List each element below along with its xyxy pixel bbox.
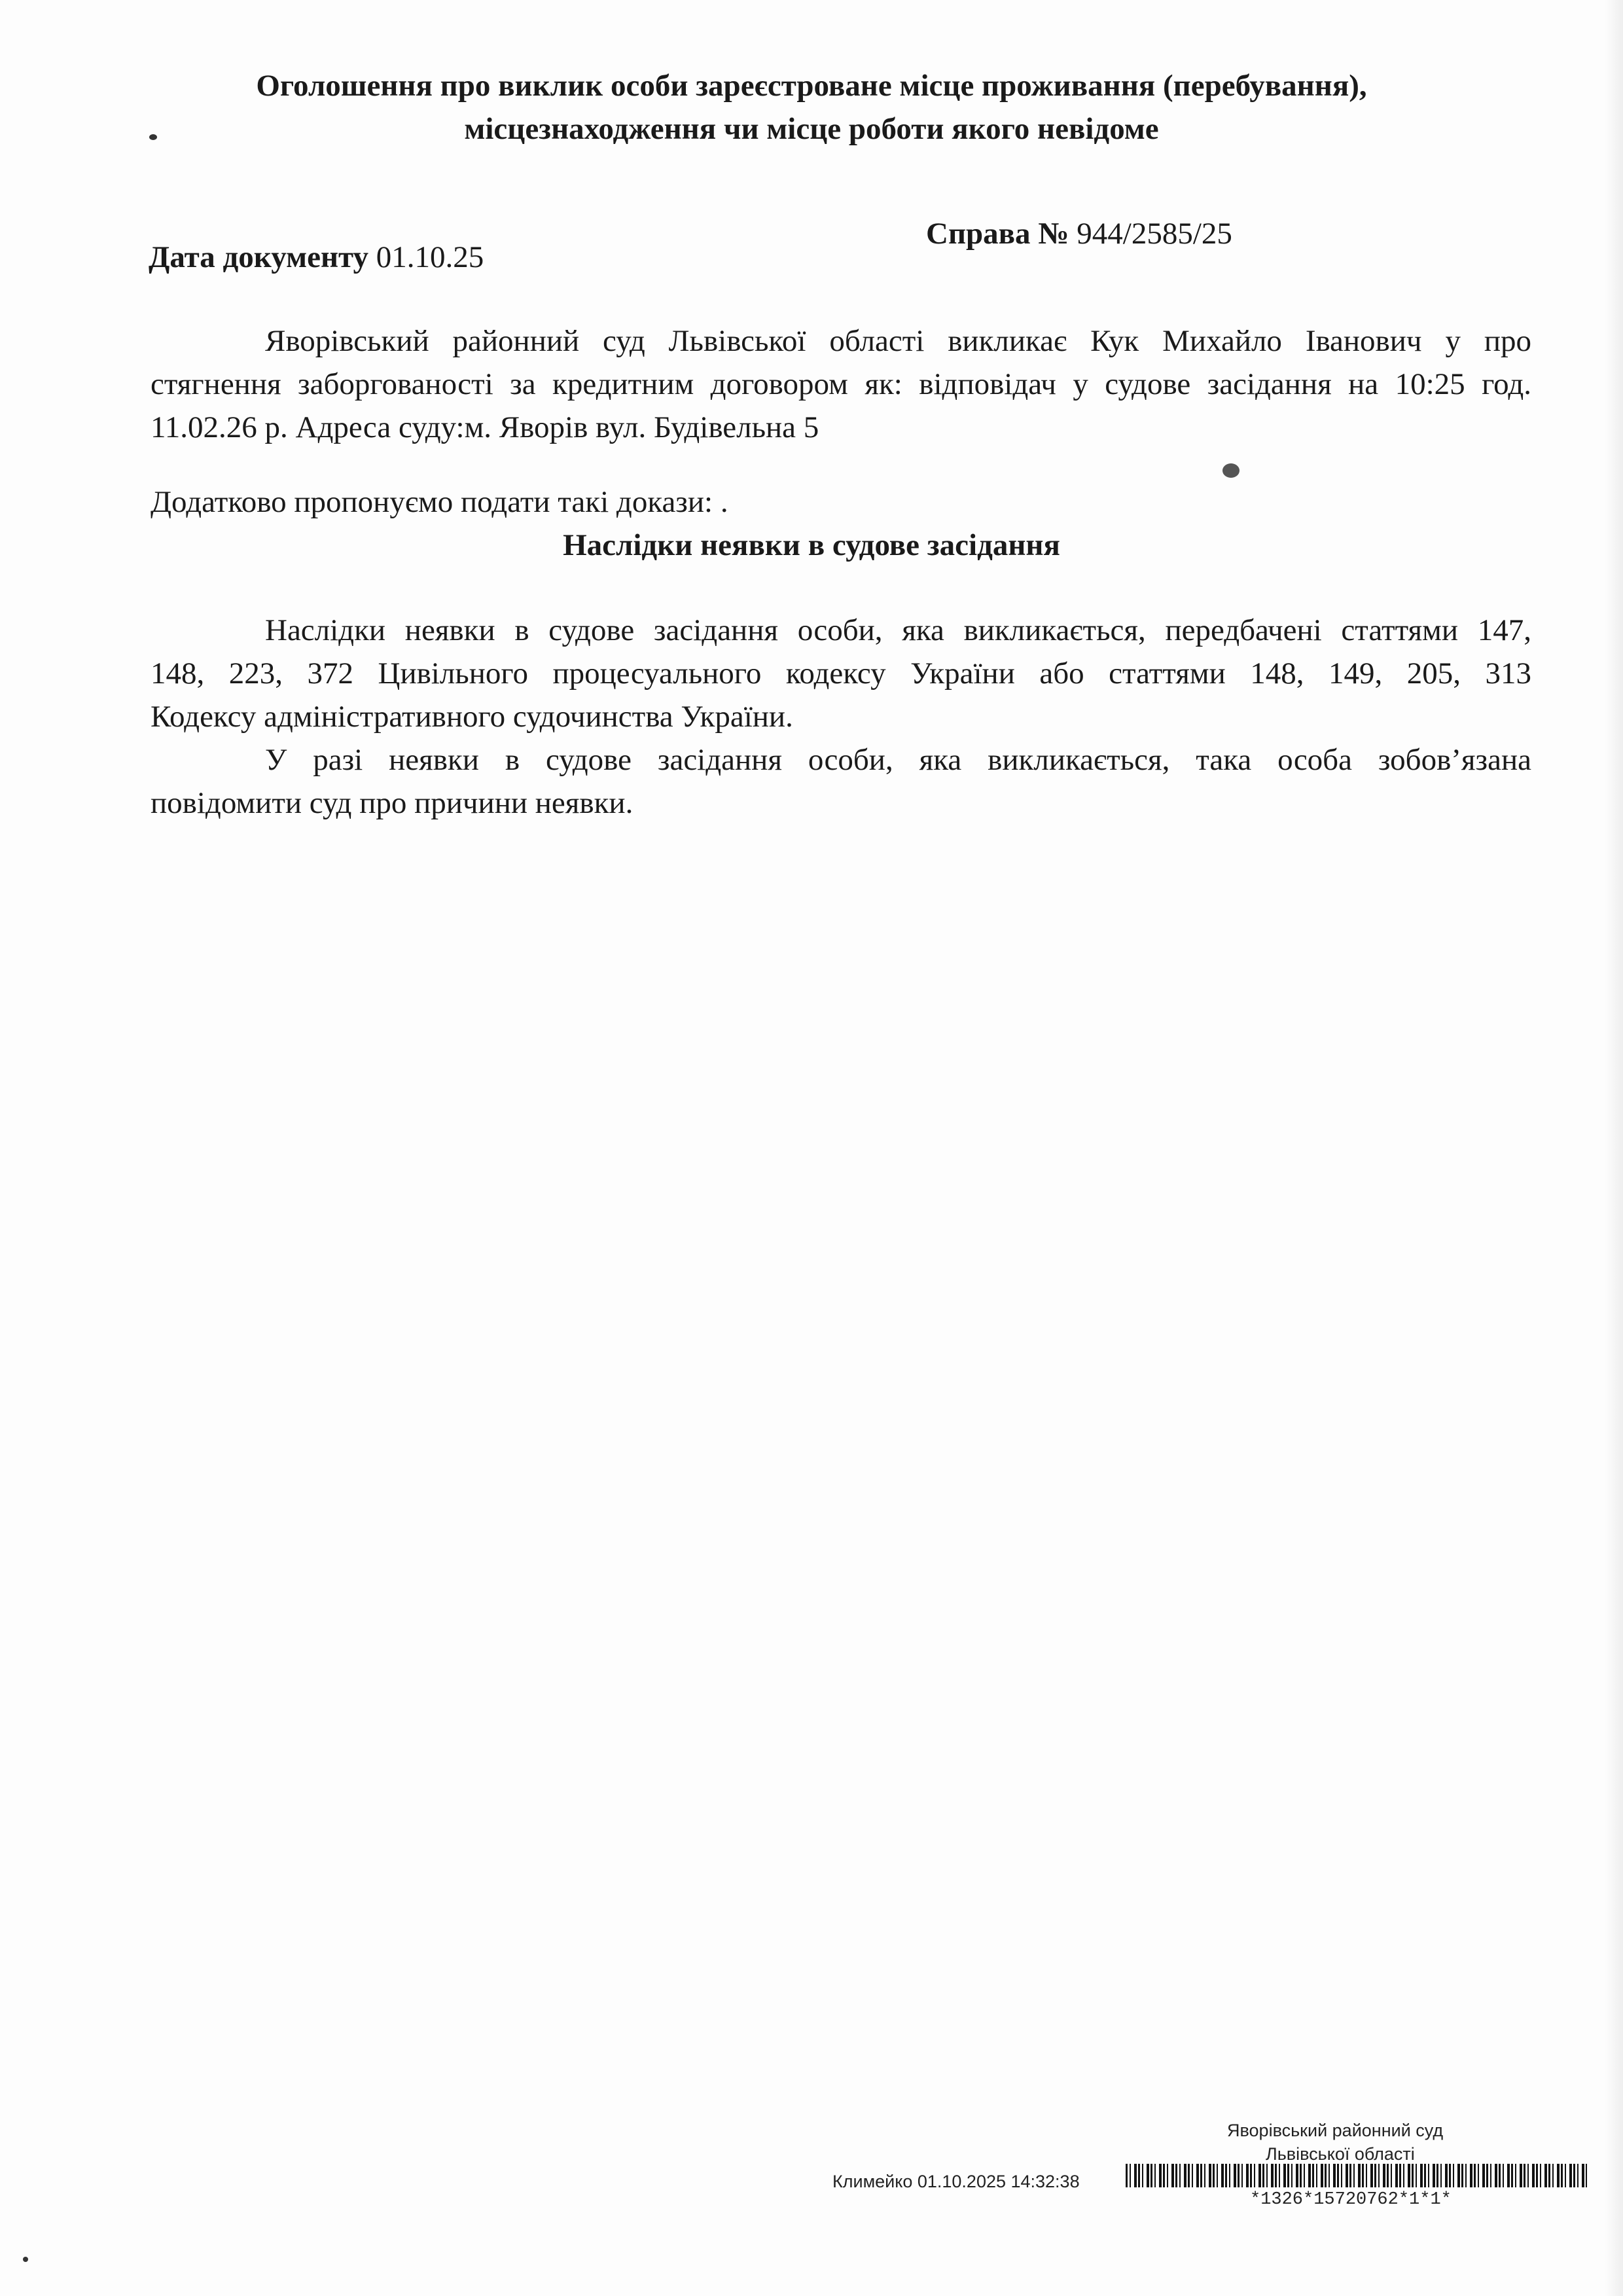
consequences-title: Наслідки неявки в судове засідання: [563, 528, 1060, 562]
barcode-number: *1326*15720762*1*1*: [1250, 2190, 1452, 2210]
stamp-user-timestamp: Климейко 01.10.2025 14:32:38: [832, 2172, 1080, 2191]
summons-line-1: Яворівський районний суд Львівської області викликає Кук Михайло Іванович у про: [265, 324, 1531, 358]
scan-edge-shadow: [1605, 0, 1623, 2296]
document-date-label: Дата документу: [149, 240, 369, 274]
evidence-paragraph: [151, 480, 1531, 524]
barcode-icon: [1126, 2164, 1587, 2187]
consequences-line-4: У разі неявки в судове засідання особи, яка викликається, така особа зобов’язана: [265, 743, 1531, 777]
document-title-line-1: Оголошення про виклик особи зареєстроване місце проживання (перебування),: [256, 69, 1367, 103]
scan-speck: [149, 134, 157, 140]
consequences-line-1: Наслідки неявки в судове засідання особи, яка викликається, передбачені статтями 147,: [265, 613, 1531, 647]
stamp-court-name: Яворівський районний суд: [1227, 2121, 1444, 2140]
document-date-value: 01.10.25: [376, 240, 484, 274]
case-number-value: 944/2585/25: [1077, 217, 1232, 251]
consequences-line-5: повідомити суд про причини неявки.: [151, 786, 633, 820]
case-number: [926, 216, 1232, 251]
scan-speck: [1222, 463, 1240, 478]
document-date: [149, 240, 484, 275]
consequences-line-2: 148, 223, 372 Цивільного процесуального кодексу України або статтями 148, 149, 205, 313: [151, 656, 1531, 691]
scan-speck: [23, 2257, 28, 2262]
summons-line-2: стягнення заборгованості за кредитним договором як: відповідач у судове засідання на 10:25 год.: [151, 367, 1531, 401]
summons-paragraph: [151, 319, 1531, 449]
consequences-paragraph-2: [151, 738, 1531, 825]
consequences-paragraph-1: [151, 609, 1531, 738]
case-number-label: Справа №: [926, 217, 1069, 251]
consequences-line-3: Кодексу адміністративного судочинства України.: [151, 700, 793, 734]
stamp-court-region: Львівської області: [1266, 2144, 1415, 2164]
evidence-line: Додатково пропонуємо подати такі докази: .: [151, 485, 728, 519]
document-title-line-2: місцезнаходження чи місце роботи якого невідоме: [464, 112, 1159, 146]
summons-line-3: 11.02.26 р. Адреса суду:м. Яворів вул. Будівельна 5: [151, 410, 819, 444]
